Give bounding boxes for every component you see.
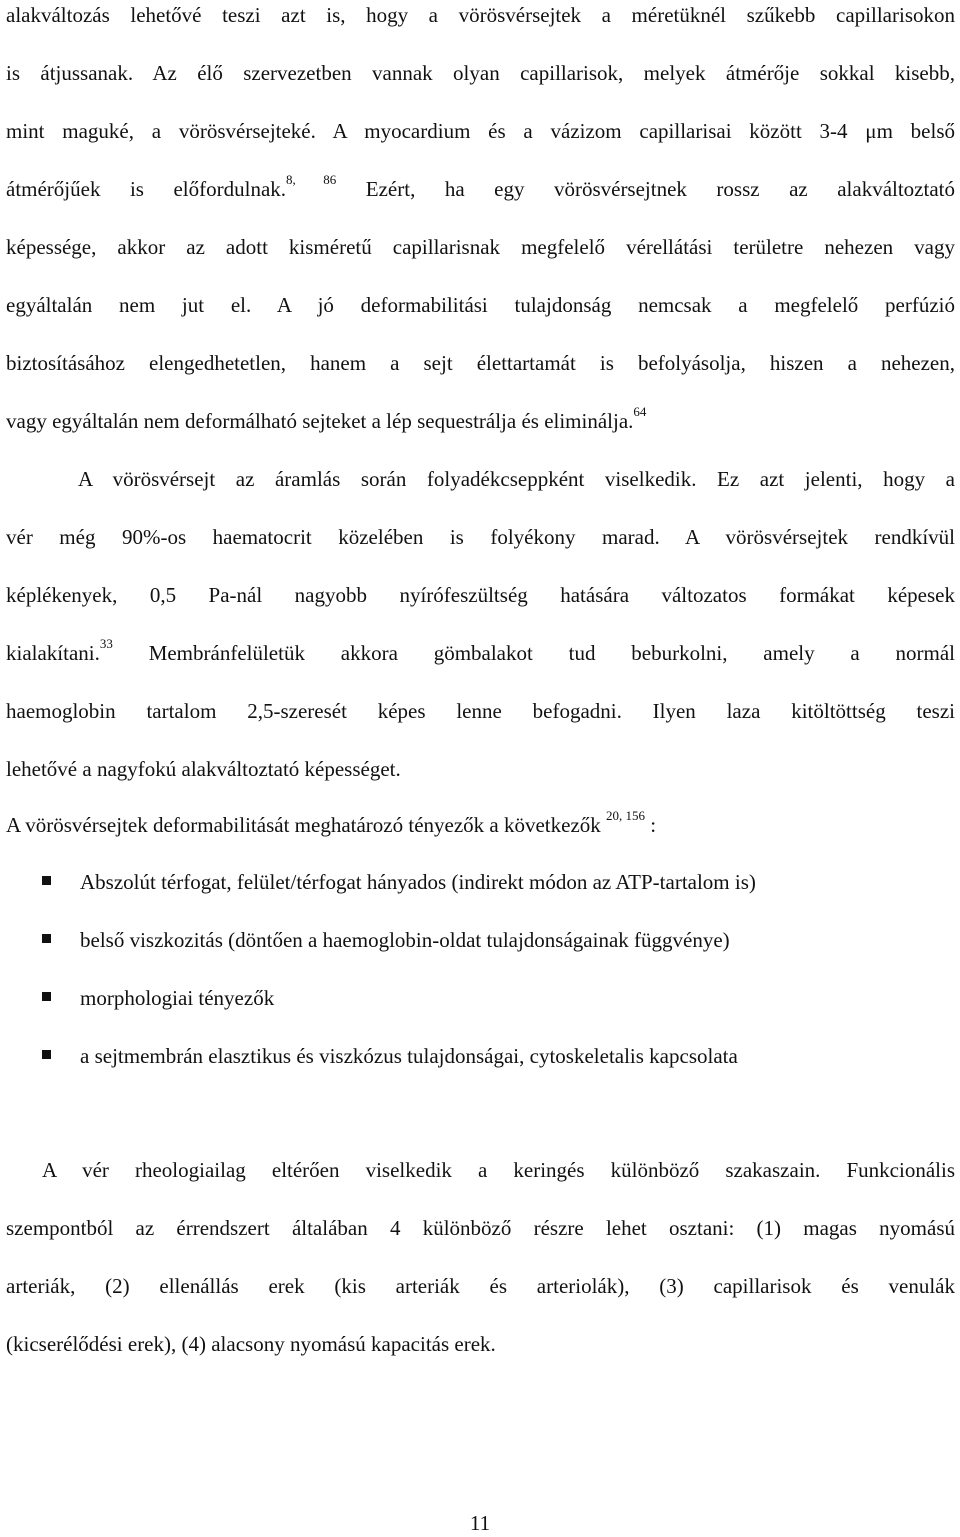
square-bullet-icon: [42, 992, 51, 1001]
line-text: :: [650, 813, 657, 837]
list-item: [0, 853, 960, 911]
text-line: [6, 796, 955, 854]
paragraph-deformability: [6, 0, 955, 450]
text-line: A vörösvérsejt az áramlás során folyadékcseppként viselkedik. Ez azt jelenti, hogy a: [78, 467, 955, 491]
page-number: 11: [469, 1511, 491, 1535]
text-line: szempontból az érrendszert általában 4 különböző részre lehet osztani: (1) magas nyomású: [6, 1216, 955, 1240]
square-bullet-icon: [42, 876, 51, 885]
text-line: mint maguké, a vörösvérsejteké. A myocardium és a vázizom capillarisai között 3-4 μm belső: [6, 119, 955, 143]
text-line: egyáltalán nem jut el. A jó deformabilitási tulajdonság nemcsak a megfelelő perfúzió: [6, 293, 955, 317]
square-bullet-icon: [42, 934, 51, 943]
paragraph-fluid-behaviour: [6, 450, 955, 798]
text-line: arteriák, (2) ellenállás erek (kis arteriák és arteriolák), (3) capillarisok és venulák: [6, 1274, 955, 1298]
text-line: lehetővé a nagyfokú alakváltoztató képességet.: [6, 757, 401, 781]
line-text: kialakítani.: [6, 641, 100, 665]
citation-ref: 33: [99, 636, 113, 651]
line-text: vagy egyáltalán nem deformálható sejteket a lép sequestrálja és eliminálja.: [6, 409, 634, 433]
line-text: átmérőjűek is előfordulnak.: [6, 177, 287, 201]
text-line: [6, 624, 955, 682]
list-item-text: belső viszkozitás (döntően a haemoglobin-oldat tulajdonságainak függvénye): [80, 928, 730, 952]
list-item: [0, 911, 960, 969]
line-text: A vörösvérsejtek deformabilitását meghatározó tényezők a következők: [6, 813, 601, 837]
text-line: [6, 392, 955, 450]
citation-ref: 64: [633, 404, 647, 419]
citation-ref: 8, 86: [286, 172, 337, 187]
text-line: (kicserélődési erek), (4) alacsony nyomású kapacitás erek.: [6, 1332, 496, 1356]
text-line: is átjussanak. Az élő szervezetben vannak olyan capillarisok, melyek átmérője sokkal kisebb,: [6, 61, 955, 85]
factors-list: [0, 853, 960, 1085]
text-line: [6, 160, 955, 218]
text-line: képessége, akkor az adott kisméretű capillarisnak megfelelő vérellátási területre nehezen vagy: [6, 235, 955, 259]
list-item-text: a sejtmembrán elasztikus és viszkózus tulajdonságai, cytoskeletalis kapcsolata: [80, 1044, 738, 1068]
list-item: [0, 1027, 960, 1085]
text-line: haemoglobin tartalom 2,5-szeresét képes lenne befogadni. Ilyen laza kitöltöttség teszi: [6, 699, 955, 723]
text-line: A vér rheologiailag eltérően viselkedik a keringés különböző szakaszain. Funkcionális: [42, 1158, 955, 1182]
line-text: Ezért, ha egy vörösvérsejtnek rossz az alakváltoztató: [365, 177, 955, 201]
text-line: vér még 90%-os haematocrit közelében is folyékony marad. A vörösvérsejtek rendkívül: [6, 525, 955, 549]
factors-intro: [6, 796, 955, 854]
text-line: képlékenyek, 0,5 Pa-nál nagyobb nyírófeszültség hatására változatos formákat képesek: [6, 583, 955, 607]
list-item: [0, 969, 960, 1027]
text-line: biztosításához elengedhetetlen, hanem a sejt élettartamát is befolyásolja, hiszen a nehezen,: [6, 351, 955, 375]
square-bullet-icon: [42, 1050, 51, 1059]
text-line: alakváltozás lehetővé teszi azt is, hogy a vörösvérsejtek a méretüknél szűkebb capillarisokon: [6, 3, 955, 27]
list-item-text: morphologiai tényezők: [80, 986, 275, 1010]
line-text: Membránfelületük akkora gömbalakot tud beburkolni, amely a normál: [148, 641, 955, 665]
citation-ref: 20, 156: [606, 808, 646, 823]
list-item-text: Abszolút térfogat, felület/térfogat hányados (indirekt módon az ATP-tartalom is): [80, 870, 756, 894]
paragraph-rheology: [6, 1141, 955, 1373]
